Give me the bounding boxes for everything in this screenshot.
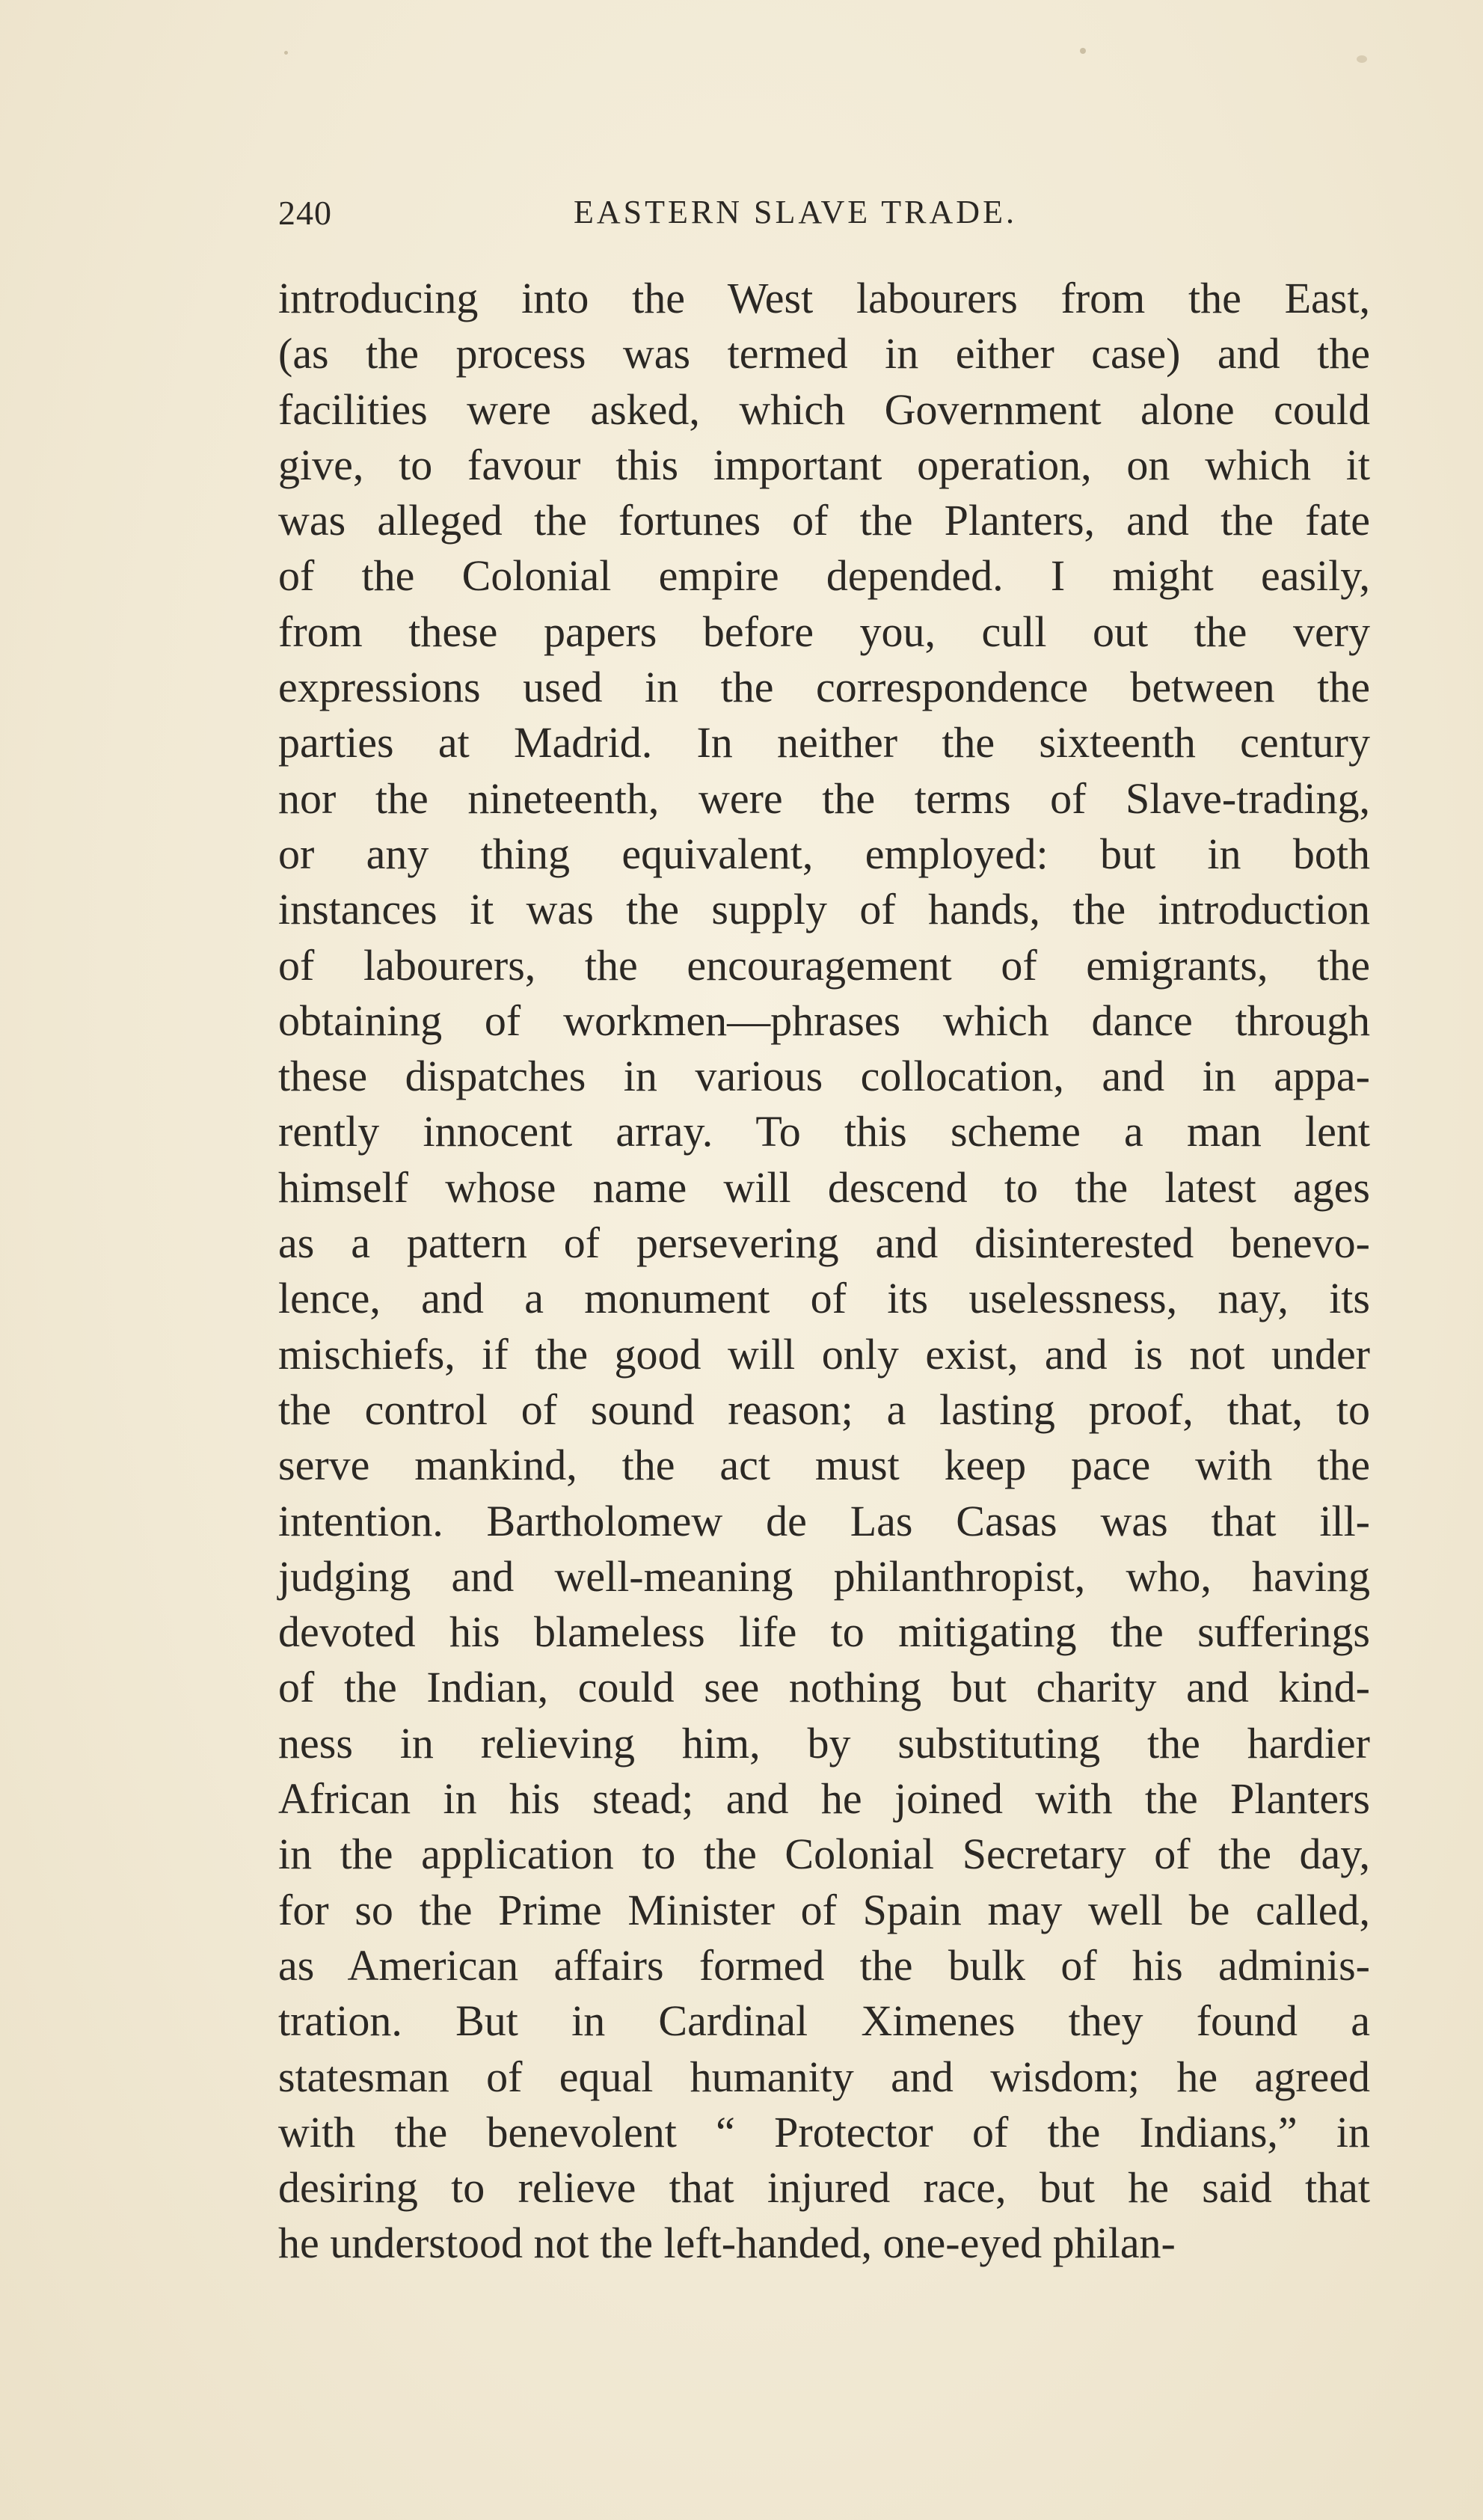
text-line: or any thing equivalent, employed: but in both [278, 829, 1370, 878]
running-head: EASTERN SLAVE TRADE. [574, 194, 1017, 230]
paper-speck [1080, 48, 1086, 54]
paper-speck [284, 51, 288, 55]
text-line: tration. But in Cardinal Ximenes they found a [278, 1996, 1370, 2046]
text-line: serve mankind, the act must keep pace with the [278, 1441, 1370, 1490]
text-line: from these papers before you, cull out the very [278, 607, 1370, 656]
paper-speck [1357, 55, 1367, 63]
text-line: of labourers, the encouragement of emigrants, the [278, 940, 1370, 990]
text-line: as a pattern of persevering and disinterested benevo- [278, 1218, 1370, 1268]
text-line: the control of sound reason; a lasting proof, that, to [278, 1385, 1370, 1434]
text-line: facilities were asked, which Government alone could [278, 384, 1370, 434]
text-line: ness in relieving him, by substituting the hardier [278, 1718, 1370, 1768]
text-line: African in his stead; and he joined with the Planters [278, 1774, 1370, 1824]
text-line: intention. Bartholomew de Las Casas was that ill- [278, 1496, 1370, 1545]
text-line: obtaining of workmen—phrases which dance through [278, 996, 1370, 1045]
text-line: for so the Prime Minister of Spain may well be called, [278, 1885, 1370, 1934]
body-text [278, 271, 1370, 2272]
text-line: devoted his blameless life to mitigating the sufferings [278, 1607, 1370, 1657]
text-line: introducing into the West labourers from the East, [278, 274, 1370, 322]
text-line: expressions used in the correspondence between the [278, 663, 1370, 712]
text-line: rently innocent array. To this scheme a man lent [278, 1107, 1370, 1156]
text-line: himself whose name will descend to the latest ages [278, 1162, 1370, 1212]
text-line: instances it was the supply of hands, the introduction [278, 885, 1370, 934]
text-line: (as the process was termed in either case) and the [278, 329, 1370, 378]
text-line: with the benevolent “ Protector of the Indians,” in [278, 2107, 1370, 2156]
text-line: mischiefs, if the good will only exist, and is not under [278, 1329, 1370, 1379]
text-line: give, to favour this important operation, on which it [278, 440, 1370, 489]
text-line: as American affairs formed the bulk of his adminis- [278, 1940, 1370, 1990]
text-line: of the Colonial empire depended. I might easily, [278, 551, 1370, 601]
text-line: desiring to relieve that injured race, but he said that [278, 2163, 1370, 2213]
text-line: judging and well-meaning philanthropist, who, having [278, 1551, 1370, 1601]
text-line: these dispatches in various collocation, and in appa- [278, 1052, 1370, 1101]
page-header [278, 193, 1376, 245]
text-line: lence, and a monument of its uselessness, nay, its [278, 1274, 1370, 1323]
page-number: 240 [278, 194, 332, 232]
text-line: of the Indian, could see nothing but charity and kind- [278, 1663, 1370, 1712]
text-line: was alleged the fortunes of the Planters, and the fate [278, 496, 1370, 545]
text-line: in the application to the Colonial Secretary of the day, [278, 1830, 1370, 1879]
text-line: nor the nineteenth, were the terms of Slave-trading, [278, 773, 1370, 823]
text-line: parties at Madrid. In neither the sixteenth century [278, 718, 1370, 767]
text-line: statesman of equal humanity and wisdom; he agreed [278, 2052, 1370, 2101]
text-line: he understood not the left-handed, one-eyed philan- [278, 2219, 1176, 2268]
